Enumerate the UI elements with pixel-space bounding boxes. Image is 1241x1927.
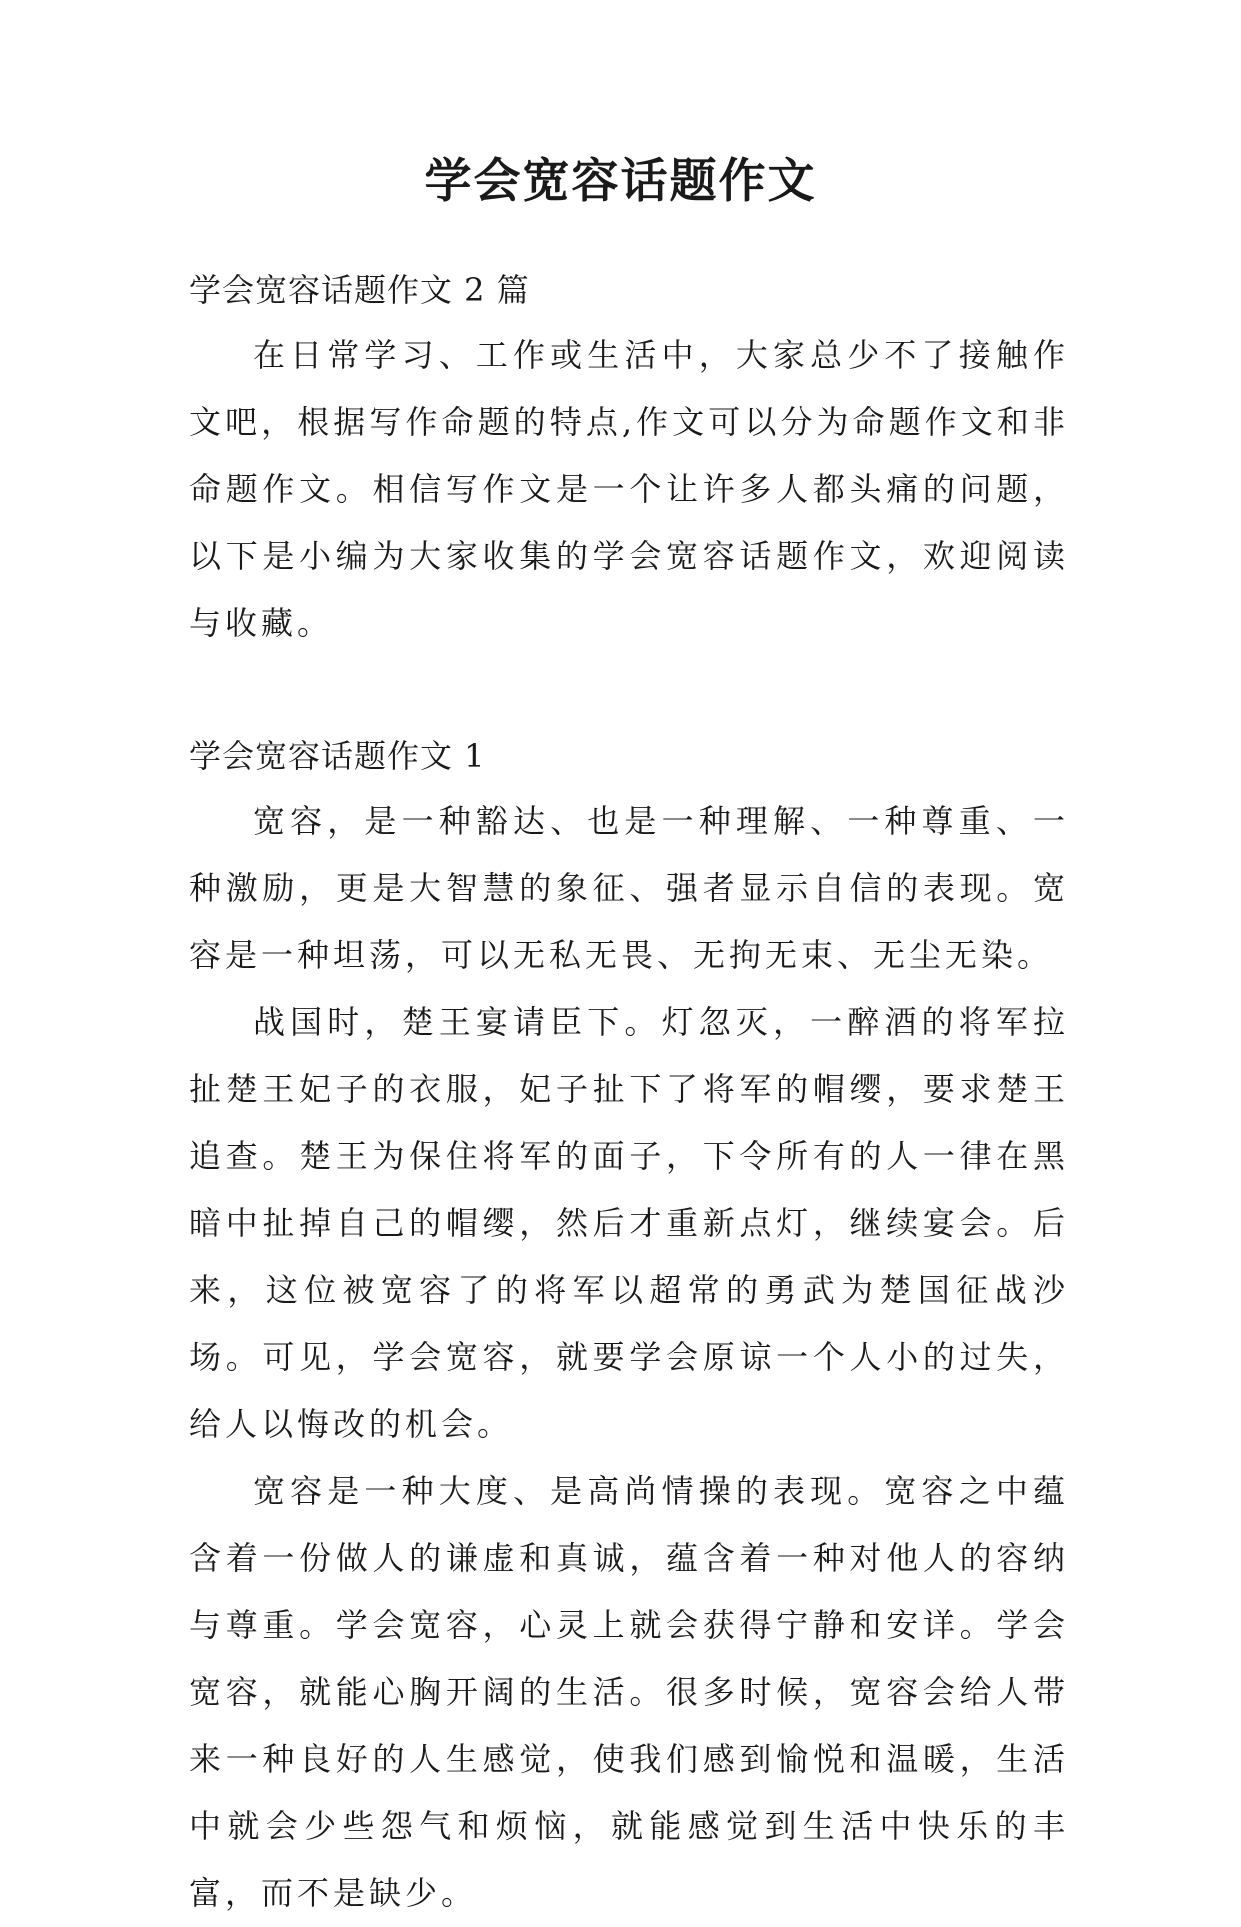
document-body bbox=[189, 258, 1069, 1927]
essay1-paragraph-3: 宽容是一种大度、是高尚情操的表现。宽容之中蕴含着一份做人的谦虚和真诚，蕴含着一种对他人的容纳与尊重。学会宽容，心灵上就会获得宁静和安详。学会宽容，就能心胸开阔的生活。很多时候，宽容会给人带来一种良好的人生感觉，使我们感到愉悦和温暖，生活中就会少些怨气和烦恼，就能感觉到生活中快乐的丰富，而不是缺少。 bbox=[189, 1472, 1069, 1912]
essay1-paragraph-1: 宽容，是一种豁达、也是一种理解、一种尊重、一种激励，更是大智慧的象征、强者显示自信的表现。宽容是一种坦荡，可以无私无畏、无拘无束、无尘无染。 bbox=[189, 802, 1069, 974]
document-title: 学会宽容话题作文 bbox=[424, 154, 817, 209]
intro-heading: 学会宽容话题作文 2 篇 bbox=[189, 271, 530, 309]
essay1-paragraph-2: 战国时，楚王宴请臣下。灯忽灭，一醉酒的将军拉扯楚王妃子的衣服，妃子扯下了将军的帽缨，要求楚王追查。楚王为保住将军的面子，下令所有的人一律在黑暗中扯掉自己的帽缨，然后才重新点灯，继续宴会。后来，这位被宽容了的将军以超常的勇武为楚国征战沙场。可见，学会宽容，就要学会原谅一个人小的过失，给人以悔改的机会。 bbox=[189, 1003, 1069, 1443]
intro-paragraph: 在日常学习、工作或生活中，大家总少不了接触作文吧，根据写作命题的特点,作文可以分为命题作文和非命题作文。相信写作文是一个让许多人都头痛的问题，以下是小编为大家收集的学会宽容话题作文，欢迎阅读与收藏。 bbox=[189, 336, 1069, 642]
section-spacer bbox=[189, 657, 1069, 724]
essay1-heading: 学会宽容话题作文 1 bbox=[189, 737, 486, 775]
